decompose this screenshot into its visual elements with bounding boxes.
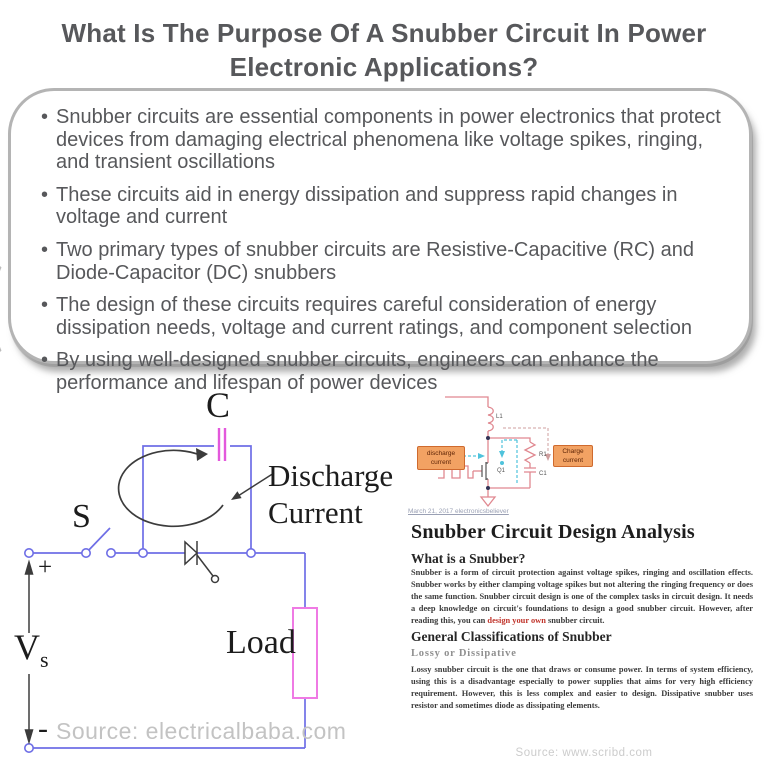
capacitor-symbol-small [524, 468, 536, 472]
plus-sign: + [38, 554, 53, 581]
article-paragraph-1 [411, 567, 753, 627]
source-watermark: Source: electricalbaba.com [56, 718, 347, 744]
mosfet-symbol [482, 462, 488, 480]
mini-circuit-labels [496, 414, 547, 477]
bullet-item: • By using well-designed snubber circuits, engineers can enhance the performance and lifespan of power devices [41, 349, 739, 394]
capacitor-label: C [206, 385, 231, 425]
callout-text: current [562, 457, 584, 464]
article-paragraph-2: Lossy snubber circuit is the one that draws or consume power. In terms of system efficiency, using this is a disadvantage especially to power supplies that aims for very high efficiency requirement. However, this is less complex and easier to design. Dissipative snubber uses resistor and sometimes diode as dissipating elements. [411, 665, 753, 711]
load-label: Load [226, 624, 296, 661]
callout-text: discharge [426, 449, 456, 457]
article-screenshot [405, 385, 763, 768]
capacitor-symbol [219, 428, 225, 461]
switch-label: S [72, 498, 91, 535]
mosfet-label: Q1 [497, 468, 506, 474]
discharge-current-callout [417, 446, 465, 470]
bullet-item: • The design of these circuits requires careful consideration of energy dissipation needs, voltage and current ratings, and component selection [41, 294, 739, 339]
bullet-item: • These circuits aid in energy dissipation and suppress rapid changes in voltage and current [41, 184, 739, 229]
capacitor-label: C1 [539, 471, 547, 477]
load-resistor-symbol [293, 608, 317, 698]
design-your-own-link: design your own [487, 616, 546, 626]
article-subsection-heading: Lossy or Dissipative [411, 648, 517, 659]
discharge-label-line1: Discharge [268, 458, 394, 493]
node-dot [486, 436, 490, 440]
page-title: What Is The Purpose Of A Snubber Circuit In Power Electronic Applications? [61, 18, 707, 83]
scribd-source-caption: Source: www.scribd.com [515, 747, 653, 759]
paragraph-text: Snubber is a form of circuit protection against voltage spikes, ringing and oscillation effects. Snubber works by either clamping voltage spikes but not altering the ringing frequency or does the same function. Snubber circuit design is one of the complex tasks in circuit design. It needs a deep knowledge on circuit's foundations to design a good snubber circuit. However, after reading this, you can [411, 568, 753, 626]
discharge-arrowhead-down [499, 451, 505, 458]
minus-sign: - [38, 712, 48, 745]
article-byline-link: March 21, 2017 electronicsbeliever [408, 508, 509, 515]
vs-sub: s [40, 647, 49, 673]
discharge-label-line2: Current [268, 495, 363, 530]
article-title: Snubber Circuit Design Analysis [411, 521, 695, 543]
bullet-list [11, 91, 749, 395]
callout-text: Charge [562, 447, 584, 455]
inductor-symbol [488, 407, 493, 431]
speech-bubble [8, 88, 752, 394]
node-dot [486, 486, 490, 490]
bullet-item: • Two primary types of snubber circuits are Resistive-Capacitive (RC) and Diode-Capacitor (DC) snubbers [41, 239, 739, 284]
discharge-dot [500, 461, 504, 465]
thyristor-symbol [185, 541, 219, 583]
snubber-circuit-figure [10, 378, 394, 768]
ground-symbol [481, 497, 495, 506]
charge-current-callout [553, 445, 593, 467]
discharge-arrowhead [478, 453, 485, 459]
article-section2-heading: General Classifications of Snubber [411, 629, 612, 644]
article-section1-heading: What is a Snubber? [411, 551, 526, 566]
resistor-symbol [525, 442, 535, 463]
source-voltage-label [14, 626, 49, 673]
circuit-drawing [10, 378, 390, 768]
bullet-item: • Snubber circuits are essential components in power electronics that protect devices from damaging electrical phenomena like voltage spikes, ringing, and transient oscillations [41, 106, 739, 174]
circuit-wires [29, 446, 305, 748]
resistor-label: R1 [539, 452, 547, 458]
paragraph-text: snubber circuit. [545, 616, 605, 626]
vs-main: V [14, 627, 40, 667]
callout-text: current [430, 459, 452, 466]
inductor-label: L1 [496, 414, 503, 420]
